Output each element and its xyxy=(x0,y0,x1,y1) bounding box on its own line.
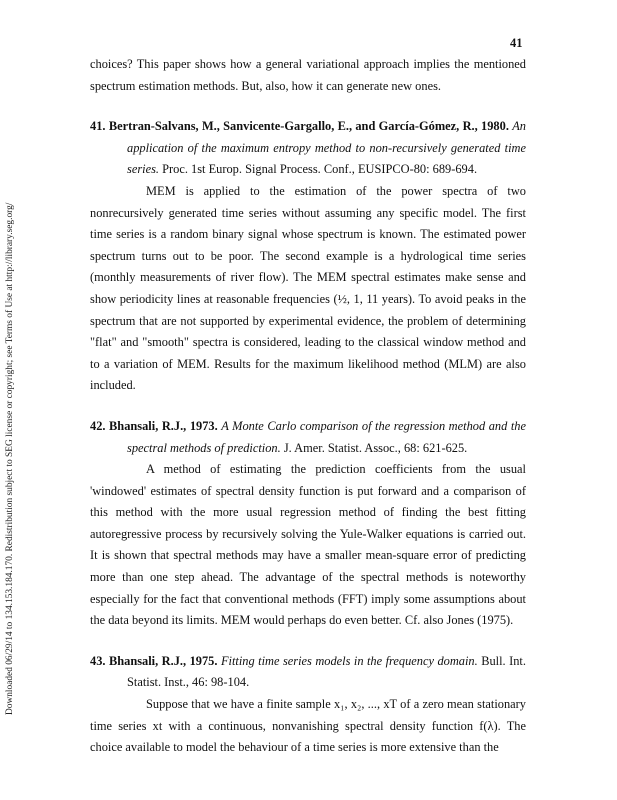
entry-year: 1973. xyxy=(189,418,218,433)
entry-title: An application of the maximum entropy method to non-recursively generated time series. xyxy=(127,119,526,177)
bibliography-entry-41 xyxy=(90,116,526,397)
entry-authors: Bertran-Salvans, M., Sanvicente-Gargallo, E., and García-Gómez, R., xyxy=(108,119,478,134)
entry-abstract: MEM is applied to the estimation of the power spectra of two nonrecursively generated time series without assuming any specific model. The first time series is a random binary signal whose spectrum is known. The estimated power spectrum turns out to be poor. The second example is a hydrological time series (monthly measurements of river flow). The MEM spectral estimates make sense and show periodicity lines at reasonable frequencies (½, 1, 11 years). To avoid peaks in the spectrum that are not supported by experimental evidence, the problem of determining "flat" and "smooth" spectra is considered, leading to the classical window method and to a variation of MEM. Results for the maximum likelihood method (MLM) are also included. xyxy=(90,183,526,393)
entry-number: 42. xyxy=(90,418,106,433)
entry-source: Proc. 1st Europ. Signal Process. Conf., EUSIPCO-80: 689-694. xyxy=(162,162,478,177)
bibliography-entry-43 xyxy=(90,651,526,759)
entry-citation xyxy=(90,651,526,694)
entry-year: 1975. xyxy=(189,653,218,668)
entry-year: 1980. xyxy=(481,119,509,134)
entry-authors: Bhansali, R.J., xyxy=(109,418,187,433)
page-body xyxy=(90,54,526,759)
intro-paragraph: choices? This paper shows how a general variational approach implies the mentioned spectrum estimation methods. But, also, how it can generate new ones. xyxy=(90,57,526,93)
entry-abstract: A method of estimating the prediction coefficients from the usual 'windowed' estimates of spectral density function is put forward and a comparison of this method with the more usual regression method of finding the best fitting autoregressive process by recursively solving the Yule-Walker equations is carried out. It is shown that spectral methods may have a smaller mean-square error of predicting more than one step ahead. The advantage of the spectral methods is noteworthy especially for the fact that conventional methods (FFT) imply some assumptions about the data beyond its limits. MEM would perhaps do even better. Cf. also Jones (1975). xyxy=(90,462,526,628)
entry-title: Fitting time series models in the frequency domain. xyxy=(220,653,478,668)
page-number: 41 xyxy=(510,36,523,50)
entry-number: 41. xyxy=(90,119,106,134)
entry-citation xyxy=(90,416,526,459)
entry-source: Bull. Int. Statist. Inst., 46: 98-104. xyxy=(127,653,526,690)
entry-citation xyxy=(90,116,526,181)
bibliography-entry-42 xyxy=(90,416,526,632)
download-notice: Downloaded 06/29/14 to 134.153.184.170. Redistribution subject to SEG license or copyright; see Terms of Use at http://library.seg.org/ xyxy=(5,202,15,715)
entry-source: J. Amer. Statist. Assoc., 68: 621-625. xyxy=(283,440,468,455)
entry-title: A Monte Carlo comparison of the regression method and the spectral methods of prediction. xyxy=(127,418,526,455)
entry-authors: Bhansali, R.J., xyxy=(108,653,187,668)
entry-abstract: Suppose that we have a finite sample x₁, x₂, ..., xT of a zero mean stationary time series xt with a continuous, nonvanishing spectral density function f(λ). The choice available to model the behaviour of a time series is more extensive than the xyxy=(90,697,526,755)
entry-number: 43. xyxy=(90,653,106,668)
